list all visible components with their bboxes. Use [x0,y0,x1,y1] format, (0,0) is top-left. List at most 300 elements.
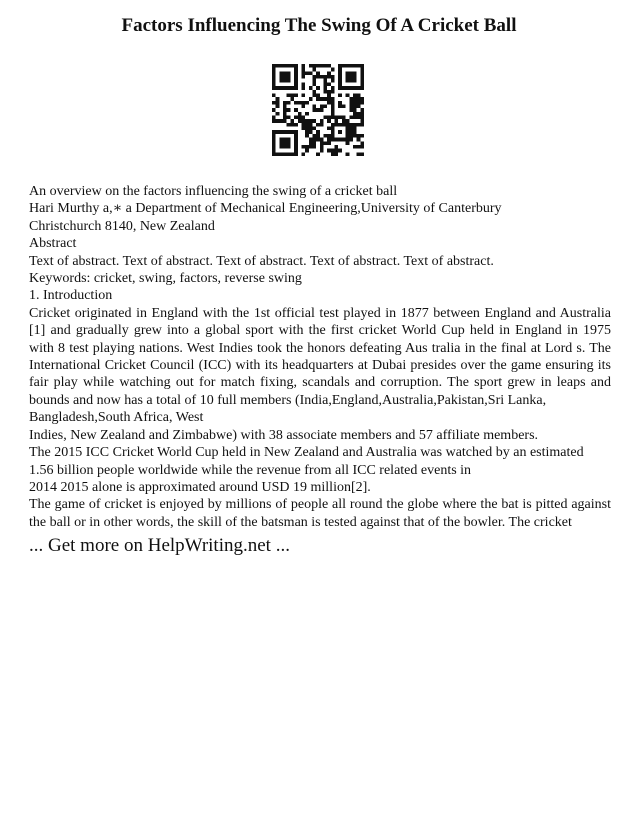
qr-code-icon[interactable] [272,64,364,156]
intro-line: Indies, New Zealand and Zimbabwe) with 38 associate members and 57 affiliate members. [29,427,539,443]
qr-module [290,86,294,90]
qr-module [309,119,313,123]
qr-module [357,152,361,156]
qr-module [335,138,339,142]
qr-module [353,130,357,134]
qr-module [287,108,291,112]
qr-module [342,86,346,90]
qr-module [294,93,298,97]
qr-module [349,75,353,79]
qr-module [349,127,353,131]
qr-module [353,71,357,75]
qr-module [276,130,280,134]
qr-module [301,104,305,108]
qr-module [272,79,276,83]
qr-module [360,101,364,105]
qr-module [298,119,302,123]
qr-module [287,86,291,90]
qr-module [312,82,316,86]
qr-module [349,79,353,83]
intro-line: the ball or in other words, the skill of the batsman is tested against that of the bowler. The cricket [29,514,572,530]
qr-module [331,152,335,156]
qr-module [312,68,316,72]
qr-module [331,123,335,127]
qr-module [335,152,339,156]
qr-module [353,127,357,131]
qr-module [353,97,357,101]
qr-module [312,145,316,149]
qr-module [327,90,331,94]
qr-module [353,64,357,68]
qr-module [309,86,313,90]
qr-module [335,116,339,120]
qr-module [331,112,335,116]
qr-module [360,71,364,75]
qr-module [276,64,280,68]
qr-module [287,116,291,120]
qr-module [320,97,324,101]
qr-module [353,79,357,83]
qr-module [338,68,342,72]
qr-module [283,116,287,120]
qr-module [305,123,309,127]
qr-module [327,71,331,75]
qr-module [309,64,313,68]
qr-module [290,93,294,97]
qr-module [294,101,298,105]
qr-module [290,119,294,123]
qr-module [287,93,291,97]
qr-module [338,130,342,134]
qr-module [272,93,276,97]
qr-module [283,112,287,116]
qr-module [346,123,350,127]
qr-module [276,112,280,116]
qr-module [301,93,305,97]
qr-module [327,75,331,79]
abstract-heading: Abstract [29,236,77,252]
qr-module [324,116,328,120]
qr-module [276,86,280,90]
qr-module [312,104,316,108]
qr-module [283,104,287,108]
qr-module [312,134,316,138]
qr-module [287,145,291,149]
qr-module [276,152,280,156]
qr-module [349,101,353,105]
qr-module [279,71,283,75]
qr-module [346,64,350,68]
qr-module [353,145,357,149]
qr-module [305,130,309,134]
qr-module [309,138,313,142]
qr-module [287,64,291,68]
qr-module [294,116,298,120]
qr-module [335,149,339,153]
qr-module [290,64,294,68]
intro-line: International Cricket Council (ICC) with its headquarters at Dubai presides over the game ensuring its [29,358,611,374]
qr-module [290,152,294,156]
qr-module [324,134,328,138]
qr-module [331,104,335,108]
qr-module [279,75,283,79]
qr-module [357,145,361,149]
qr-module [272,82,276,86]
qr-module [327,116,331,120]
qr-module [301,152,305,156]
qr-module [353,75,357,79]
qr-module [338,71,342,75]
qr-module [272,71,276,75]
qr-module [301,145,305,149]
qr-module [312,127,316,131]
qr-module [357,116,361,120]
qr-module [331,86,335,90]
qr-module [272,134,276,138]
intro-line: The game of cricket is enjoyed by millions of people all round the globe where the bat is pitted against [29,497,611,513]
qr-module [324,90,328,94]
qr-module [346,134,350,138]
qr-module [346,138,350,142]
qr-module [294,71,298,75]
qr-module [283,86,287,90]
qr-module [290,123,294,127]
qr-module [283,79,287,83]
qr-module [312,141,316,145]
qr-module [294,79,298,83]
qr-module [342,123,346,127]
qr-module [331,134,335,138]
qr-module [279,145,283,149]
qr-module [294,152,298,156]
qr-module [283,130,287,134]
qr-module [349,86,353,90]
location-line: Christchurch 8140, New Zealand [29,218,215,234]
qr-module [294,75,298,79]
qr-module [305,127,309,131]
qr-module [272,86,276,90]
qr-module [272,152,276,156]
qr-module [346,71,350,75]
qr-module [320,123,324,127]
abstract-text: Text of abstract. Text of abstract. Text of abstract. Text of abstract. Text of abstract. [29,253,494,269]
qr-module [287,101,291,105]
qr-module [357,104,361,108]
qr-module [349,64,353,68]
qr-module [335,119,339,123]
qr-module [324,97,328,101]
intro-line: The 2015 ICC Cricket World Cup held in New Zealand and Australia was watched by an estimated [29,445,584,461]
qr-module [312,64,316,68]
qr-module [338,123,342,127]
qr-module [353,93,357,97]
qr-module [298,116,302,120]
qr-module [353,134,357,138]
qr-module [272,141,276,145]
qr-module [316,93,320,97]
qr-module [360,108,364,112]
qr-module [320,75,324,79]
qr-module [324,79,328,83]
qr-module [272,68,276,72]
qr-module [272,116,276,120]
keywords-line: Keywords: cricket, swing, factors, reverse swing [29,271,302,287]
intro-line: 1.56 billion people worldwide while the revenue from all ICC related events in [29,462,472,478]
qr-module [331,79,335,83]
qr-module [316,108,320,112]
qr-module [346,93,350,97]
qr-module [283,152,287,156]
qr-module [327,138,331,142]
qr-module [331,116,335,120]
qr-module [305,145,309,149]
qr-module [353,123,357,127]
qr-module [294,108,298,112]
qr-module [283,145,287,149]
qr-module [316,130,320,134]
qr-module [272,149,276,153]
overview-line: An overview on the factors influencing the swing of a cricket ball [29,184,398,199]
qr-module [294,64,298,68]
qr-module [279,119,283,123]
qr-module [324,82,328,86]
qr-module [349,130,353,134]
qr-module [324,104,328,108]
qr-module [294,82,298,86]
qr-module [320,141,324,145]
qr-module [309,123,313,127]
qr-module [353,112,357,116]
qr-module [360,119,364,123]
qr-module [353,116,357,120]
qr-module [335,123,339,127]
qr-module [331,149,335,153]
qr-module [353,101,357,105]
qr-code-graphic [272,64,364,156]
qr-module [276,104,280,108]
qr-module [301,64,305,68]
qr-module [320,119,324,123]
qr-module [342,119,346,123]
qr-module [327,134,331,138]
get-more-link[interactable]: ... Get more on HelpWriting.net ... [29,535,290,556]
qr-module [305,112,309,116]
qr-module [327,141,331,145]
qr-module [346,141,350,145]
qr-module [316,123,320,127]
qr-module [357,86,361,90]
qr-module [360,64,364,68]
qr-module [320,138,324,142]
qr-module [287,138,291,142]
qr-module [338,86,342,90]
qr-module [338,116,342,120]
qr-module [287,123,291,127]
qr-module [357,112,361,116]
qr-module [272,130,276,134]
qr-module [320,108,324,112]
qr-module [360,134,364,138]
article-body [29,183,611,531]
qr-module [353,104,357,108]
intro-line: with 8 test playing nations. West Indies took the honors defeating Aus tralia in the final at Lord s. The [29,340,611,356]
qr-module [327,101,331,105]
qr-module [294,149,298,153]
qr-module [287,141,291,145]
qr-module [272,64,276,68]
qr-module [346,130,350,134]
qr-module [331,127,335,131]
qr-module [327,93,331,97]
qr-module [287,71,291,75]
qr-module [298,112,302,116]
qr-module [349,104,353,108]
qr-module [360,86,364,90]
qr-module [290,130,294,134]
qr-module [301,86,305,90]
qr-module [327,82,331,86]
qr-module [346,127,350,131]
qr-module [353,108,357,112]
qr-module [272,138,276,142]
qr-module [338,101,342,105]
qr-module [357,97,361,101]
qr-module [338,138,342,142]
qr-module [324,141,328,145]
intro-line: 2014 2015 alone is approximated around USD 19 million[2]. [29,479,371,495]
intro-line: Cricket originated in England with the 1st official test played in 1877 between England and Australia [29,305,611,321]
qr-module [301,75,305,79]
qr-module [301,119,305,123]
qr-module [309,71,313,75]
qr-module [324,86,328,90]
qr-module [287,152,291,156]
qr-module [316,86,320,90]
qr-module [279,64,283,68]
qr-module [312,119,316,123]
qr-module [309,127,313,131]
qr-module [305,134,309,138]
qr-module [320,104,324,108]
qr-module [331,101,335,105]
qr-module [327,149,331,153]
qr-module [327,97,331,101]
document-title: Factors Influencing The Swing Of A Cricket Ball [121,15,517,36]
qr-module [360,82,364,86]
qr-module [338,75,342,79]
qr-module [349,134,353,138]
qr-module [327,119,331,123]
qr-module [360,123,364,127]
qr-module [283,75,287,79]
qr-module [294,123,298,127]
qr-module [312,90,316,94]
qr-module [346,119,350,123]
qr-module [331,75,335,79]
qr-module [320,149,324,153]
qr-module [301,82,305,86]
qr-module [312,79,316,83]
qr-module [312,108,316,112]
qr-module [279,138,283,142]
qr-module [353,86,357,90]
qr-module [290,97,294,101]
qr-module [338,149,342,153]
qr-module [331,90,335,94]
author-line: Hari Murthy a,∗ a Department of Mechanical Engineering,University of Canterbury [29,201,502,217]
qr-module [294,138,298,142]
qr-module [294,145,298,149]
qr-module [320,145,324,149]
qr-module [287,75,291,79]
qr-module [294,68,298,72]
qr-module [327,64,331,68]
qr-module [309,130,313,134]
qr-module [279,141,283,145]
qr-module [331,138,335,142]
qr-module [360,75,364,79]
qr-module [342,116,346,120]
qr-module [276,97,280,101]
qr-module [335,145,339,149]
qr-module [272,75,276,79]
qr-module [360,79,364,83]
qr-module [346,152,350,156]
intro-line: fair play while watching out for match fixing, scandals and corruption. The sport grew in leaps and [29,375,611,391]
qr-module [272,101,276,105]
qr-module [312,75,316,79]
qr-module [360,68,364,72]
qr-module [349,116,353,120]
qr-module [298,101,302,105]
qr-module [316,75,320,79]
qr-module [301,123,305,127]
qr-module [283,141,287,145]
qr-module [349,108,353,112]
qr-module [327,127,331,131]
qr-module [279,152,283,156]
qr-module [360,97,364,101]
qr-module [342,104,346,108]
section-heading: 1. Introduction [29,288,113,304]
qr-module [360,152,364,156]
intro-line: [1] and gradually grew into a global sport with the first cricket World Cup held in England in 1975 [29,323,611,339]
qr-module [346,79,350,83]
qr-module [301,127,305,131]
qr-module [272,145,276,149]
qr-module [331,130,335,134]
qr-module [283,138,287,142]
qr-module [301,101,305,105]
qr-module [316,134,320,138]
qr-module [349,71,353,75]
qr-module [349,97,353,101]
qr-module [338,79,342,83]
qr-module [309,141,313,145]
qr-module [331,68,335,72]
qr-module [360,112,364,116]
qr-module [283,108,287,112]
qr-module [301,116,305,120]
qr-module [360,145,364,149]
qr-module [349,138,353,142]
qr-module [316,71,320,75]
qr-module [294,86,298,90]
qr-module [283,64,287,68]
qr-module [305,101,309,105]
qr-module [283,119,287,123]
qr-module [357,64,361,68]
